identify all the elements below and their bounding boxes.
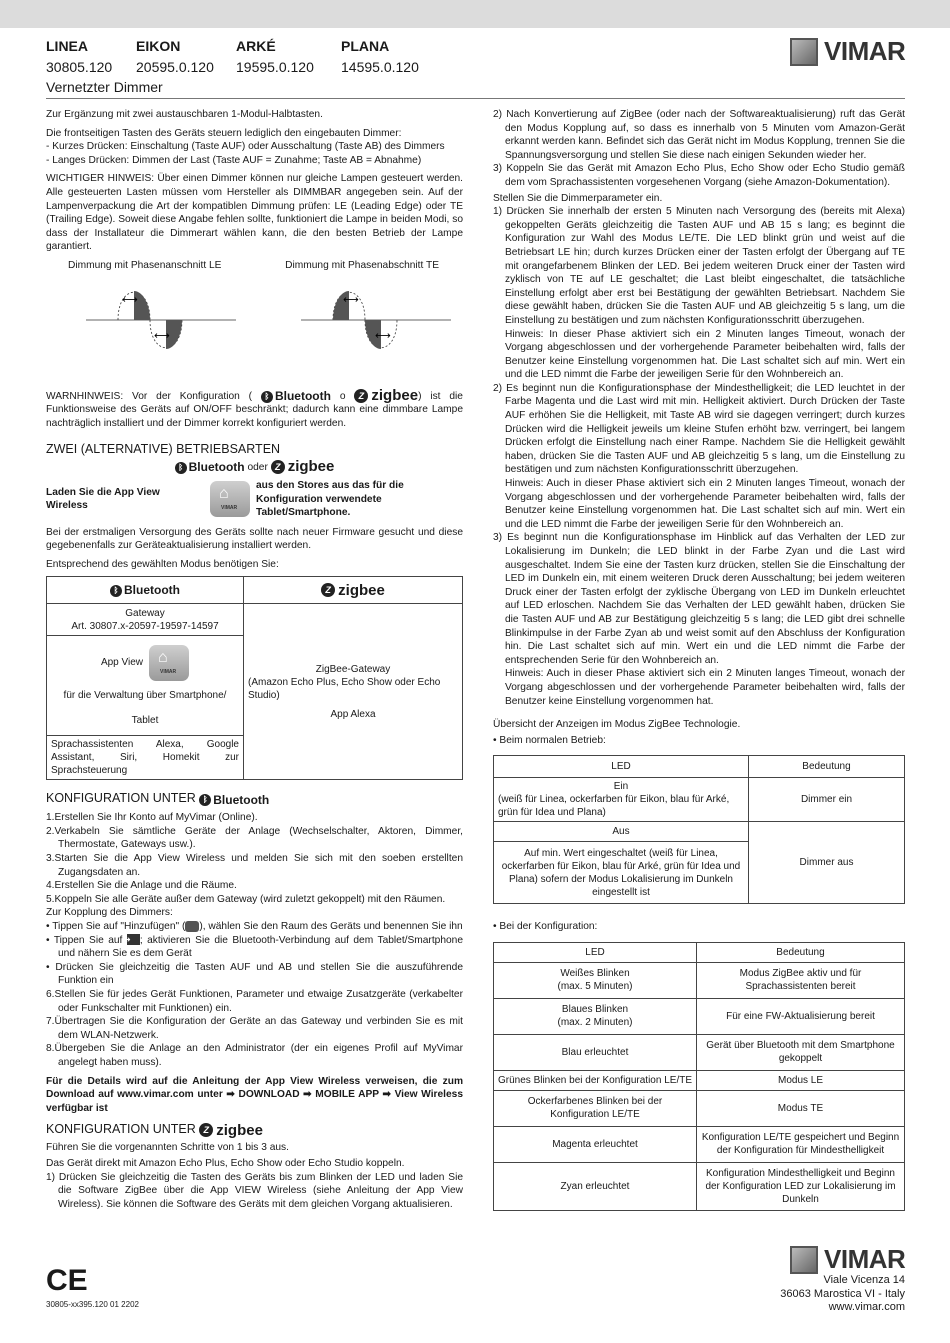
view-wireless-app-icon: ⌂ VIMAR bbox=[210, 481, 250, 517]
top-band bbox=[0, 0, 950, 28]
table-row: Auf min. Wert eingeschaltet (weiß für Linea, ockerfarben für Eikon, blau für Arké, grün für Idea und Plana) sofern der Modus Lokalisierung im Dunkeln eingestellt ist bbox=[494, 842, 905, 904]
diagram-le-label: Dimmung mit Phasenanschnitt LE bbox=[68, 259, 222, 271]
table-row: Blau erleuchtet Gerät über Bluetooth mit dem Smartphone gekoppelt bbox=[494, 1034, 905, 1070]
vimar-logo: VIMAR bbox=[790, 36, 905, 67]
app-download-note: Laden Sie die App View Wireless ⌂ VIMAR aus den Stores aus das für die Konfiguration verwendete Tablet/Smartphone. bbox=[46, 479, 404, 519]
param-step-3: 3) Es beginnt nun die Konfigurationsphase im Hinblick auf das Verhalten der LED zur Lokalisierung im Dunkeln; die LED blinkt in der Farbe Zyan und die Last wird ausgeschaltet. Indem Sie eine der Tasten kurz drücken, stellen Sie die Einschaltung der LED im Dunkeln ein, mit einem weiteren Druck deren Ausschaltung; bei jedem weiteren Druck einer der Tasten erfolgt der zyklische Übergang von LED im Dunkeln erleuchtet auf LED erloschen. Nachdem Sie das Verhalten der LED gewählt haben, drücken Sie die Tasten AUF und AB zur Bestätigung gleichzeitig 5 s lang; die LED gibt drei schnelle Blinkimpulse in der Farbe Zyan ab und weist somit auf den Abschluss der Konfiguration hin. Die Last schaltet sich auf min. Wert ein und die LED nimmt die Farbe der entsprechenden Serie für den Wohnbereich an. bbox=[493, 532, 905, 666]
pairing-intro: Zur Kopplung des Dimmers: bbox=[46, 907, 173, 919]
svg-text:⟷: ⟷ bbox=[343, 292, 359, 306]
list-item: 1.Erstellen Sie Ihr Konto auf MyVimar (Online). bbox=[46, 812, 258, 824]
indicator-overview-heading: Übersicht der Anzeigen im Modus ZigBee Technologie. bbox=[493, 719, 741, 731]
dimmer-params-heading: Stellen Sie die Dimmerparameter ein. bbox=[493, 192, 663, 204]
website-link[interactable]: www.vimar.com bbox=[828, 1301, 905, 1313]
right-column bbox=[493, 108, 905, 1211]
normal-operation-label: • Beim normalen Betrieb: bbox=[493, 734, 606, 746]
param-step-1: 1) Drücken Sie innerhalb der ersten 5 Minuten nach Versorgung des (bereits mit Alexa) gekoppelten Geräts gleichzeitig die Tasten AUF und AB 15 s lang; es beginnt die Konfiguration zur Wahl des Modus LE/TE. Die LED blinkt grün und weist auf die Betriebsart LE hin; durch kurzes Drücken einer der Tasten erfolgt der Übergang auf TE mit orangefarbenem Blinken der LED. Bei jedem weiteren Druck einer der Tasten wird zyklisch von TE auf LE geschaltet; die Last bleibt eingeschaltet, die tatsächliche Einstellung erfolgt aber erst bei Bestätigung der gewählten Betriebsart. Nachdem Sie diese gewählt haben, drücken Sie die Tasten AUF und AB gleichzeitig 5 s lang, um die Einstellung zu bestätigen und zum nächsten Konfigurationsschritt überzugehen. bbox=[493, 206, 905, 326]
model-linea: LINEA bbox=[46, 38, 88, 54]
table-row: Ein (weiß für Linea, ockerfarben für Eikon, blau für Arké, grün für Idea und Plana) Dimmer ein bbox=[494, 778, 905, 822]
view-wireless-app-icon: ⌂ VIMAR bbox=[149, 645, 189, 681]
ce-mark: CE bbox=[46, 1264, 88, 1297]
header bbox=[46, 36, 451, 95]
zigbee-icon: Z bbox=[271, 460, 285, 474]
model-arke: ARKÉ bbox=[236, 38, 276, 54]
zigbee-icon: Z bbox=[321, 583, 335, 597]
code-arke: 19595.0.120 bbox=[236, 59, 314, 75]
company-address: Viale Vicenza 14 36063 Marostica VI - Italy www.vimar.com bbox=[780, 1274, 905, 1313]
param-step-3-note: Hinweis: Auch in dieser Phase aktiviert sich ein 2 Minuten langes Timeout, wonach der Vorgang abgeschlossen und der vorhergehende Parameter beibehalten wird, falls der Benutzer keine Einstellung vorgenommen hat. bbox=[505, 668, 905, 707]
warning-note: WARNHINWEIS: Vor der Konfiguration ( ᛒ Bluetooth o Z zigbee ) ist die Funktionsweise des Geräts auf ON/OFF beschränkt; dadurch kann eine dimmbare Lampe nachträglich installiert und der Dimmer korrekt konfiguriert werden. bbox=[46, 386, 463, 429]
normal-led-table bbox=[493, 755, 905, 904]
code-eikon: 20595.0.120 bbox=[136, 59, 214, 75]
zigbee-step-3: 3) Koppeln Sie das Gerät mit Amazon Echo Plus, Echo Show oder Echo Studio gemäß dem vom Sprachassistenten vorgesehenen Vorgang (siehe Amazon-Dokumentation). bbox=[493, 163, 905, 188]
param-step-2: 2) Es beginnt nun die Konfigurationsphase der Mindesthelligkeit; die LED leuchtet in der Farbe Magenta und die Last wird mit min. Helligkeit aktiviert. Durch Drücken der Taste AUF erhöhen Sie die Helligkeit, mit Taste AB wird sie dagegen verringert; durch kurzes Drücken wird die Helligkeit jeweils um kleine Stufen erhöht bzw. verringert, bei langem Drücken erfolgt die Einstellung nach einer Rampe. Nachdem Sie die Helligkeit gewählt haben, drücken Sie die Tasten AUF und AB gleichzeitig 5 s lang, um die Einstellung zu bestätigen und zum nächsten Konfigurationsschritt überzugehen. bbox=[493, 382, 905, 476]
table-row: Aus Dimmer aus bbox=[494, 822, 905, 842]
table-row: Grünes Blinken bei der Konfiguration LE/TE Modus LE bbox=[494, 1070, 905, 1090]
vimar-logo-icon bbox=[790, 38, 818, 66]
svg-text:⟷: ⟷ bbox=[375, 328, 391, 342]
document-code: 30805-xx395.120 01 2202 bbox=[46, 1300, 139, 1309]
config-zigbee-heading: KONFIGURATION UNTER Z zigbee bbox=[46, 1121, 263, 1139]
diagram-te-label: Dimmung mit Phasenabschnitt TE bbox=[285, 259, 439, 271]
table-row: Ockerfarbenes Blinken bei der Konfiguration LE/TE Modus TE bbox=[494, 1090, 905, 1126]
code-linea: 30805.120 bbox=[46, 59, 113, 75]
list-item: 5.Koppeln Sie alle Geräte außer dem Gateway (wird zuletzt gekoppelt) mit den Räumen. bbox=[46, 893, 446, 905]
bluetooth-icon: ᛒ bbox=[110, 585, 122, 597]
bluetooth-icon: ᛒ bbox=[261, 391, 273, 403]
table-cell-voice-assistants: Sprachassistenten Alexa, Google Assistant, Siri, Homekit zur Sprachsteuerung bbox=[47, 736, 244, 780]
zigbee-step-2: 2) Nach Konvertierung auf ZigBee (oder nach der Softwareaktualisierung) ruft das Gerät den Modus Kopplung auf, so dass es innerhalb von 5 Minuten vom Amazon-Gerät erkannt werden kann. Befindet sich das Gerät nicht im Modus Kopplung, trennen Sie die Spannungsversorgung und stellen Sie diese nach einigen Sekunden wieder her. bbox=[493, 109, 905, 161]
model-eikon: EIKON bbox=[136, 38, 181, 54]
list-item: 7.Übertragen Sie die Konfiguration der Geräte an das Gateway und verbinden Sie es mit dem WLAN-Netzwerk. bbox=[46, 1016, 463, 1041]
dimming-diagrams bbox=[46, 273, 463, 383]
table-cell-app-view: App View ⌂ VIMAR für die Verwaltung über Smartphone/ Tablet bbox=[47, 636, 244, 736]
requirements-table bbox=[46, 576, 463, 780]
zigbee-steps-intro: Führen Sie die vorgenannten Schritte von 1 bis 3 aus. bbox=[46, 1142, 289, 1154]
bluetooth-steps bbox=[46, 811, 463, 1069]
table-row: Magenta erleuchtet Konfiguration LE/TE gespeichert und Beginn der Konfiguration für Mindesthelligkeit bbox=[494, 1126, 905, 1162]
model-plana: PLANA bbox=[341, 38, 390, 54]
table-header: Bedeutung bbox=[697, 942, 905, 962]
header-divider bbox=[46, 98, 905, 99]
details-note: Für die Details wird auf die Anleitung der App View Wireless verweisen, die zum Download auf www.vimar.com unter ➡ DOWNLOAD ➡ MOBILE APP ➡ View Wireless verfügbar ist bbox=[46, 1075, 463, 1114]
list-item: 3.Starten Sie die App View Wireless und melden Sie sich mit den soeben erstellten Zugangsdaten an. bbox=[46, 853, 463, 878]
configuration-label: • Bei der Konfiguration: bbox=[493, 921, 598, 933]
bluetooth-icon: ᛒ bbox=[175, 462, 187, 474]
table-header-zigbee: Z zigbee bbox=[244, 577, 463, 604]
zigbee-logo: Z zigbee bbox=[354, 389, 418, 403]
mode-requirements-intro: Entsprechend des gewählten Modus benötigen Sie: bbox=[46, 558, 279, 570]
table-row: Weißes Blinken (max. 5 Minuten) Modus ZigBee aktiv und für Sprachassistenten bereit bbox=[494, 962, 905, 998]
long-press-text: - Langes Drücken: Dimmen der Last (Taste AUF = Zunahme; Taste AB = Abnahme) bbox=[46, 154, 422, 166]
section-modes-heading: ZWEI (ALTERNATIVE) BETRIEBSARTEN bbox=[46, 441, 281, 456]
list-item: 6.Stellen Sie für jedes Gerät Funktionen, Parameter und etwaige Zusatzgeräte (verkabelter oder Funkschalter mit Funktionen) ein. bbox=[46, 988, 463, 1014]
table-header-bluetooth: ᛒ Bluetooth bbox=[47, 577, 244, 604]
code-plana: 14595.0.120 bbox=[341, 59, 419, 75]
left-column bbox=[46, 108, 463, 1211]
zigbee-step-1: 1) Drücken Sie gleichzeitig die Tasten des Geräts bis zum Blinken der LED und laden Sie die Software ZigBee über die App VIEW Wireless (siehe Anleitung der App View Wireless). Sie können die Software des Geräts mit dem gleichen Vorgang aktualisieren. bbox=[46, 1171, 463, 1210]
zigbee-icon: Z bbox=[354, 389, 368, 403]
te-diagram bbox=[301, 291, 451, 349]
table-header: LED bbox=[494, 942, 697, 962]
table-row: Zyan erleuchtet Konfiguration Mindesthelligkeit und Beginn der Konfiguration LED zur Lokalisierung im Dunkeln bbox=[494, 1162, 905, 1210]
footer-vimar-logo: VIMAR bbox=[790, 1244, 905, 1275]
le-diagram bbox=[86, 291, 236, 349]
buttons-text: Die frontseitigen Tasten des Geräts steuern lediglich den eingebauten Dimmer: bbox=[46, 127, 402, 139]
bluetooth-logo: ᛒ Bluetooth bbox=[261, 390, 331, 404]
zigbee-pairing-note: Das Gerät direkt mit Amazon Echo Plus, Echo Show oder Echo Studio koppeln. bbox=[46, 1157, 405, 1169]
page-title: Vernetzter Dimmer bbox=[46, 79, 163, 95]
list-item: 4.Erstellen Sie die Anlage und die Räume. bbox=[46, 880, 237, 892]
firmware-note: Bei der erstmaligen Versorgung des Geräts sollte nach neuer Firmware gesucht und diese gegebenenfalls zur Geräteaktualisierung installiert werden. bbox=[46, 526, 463, 552]
bluetooth-icon: ᛒ bbox=[199, 794, 211, 806]
table-header: Bedeutung bbox=[749, 756, 905, 778]
pairing-step-keys: • Drücken Sie gleichzeitig die Tasten AUF und AB und stellen Sie die auszuführende Funktion ein bbox=[46, 961, 463, 987]
table-cell-gateway: Gateway Art. 30807.x-20597-19597-14597 bbox=[47, 604, 244, 636]
pair-arrow-icon: ➜ bbox=[127, 934, 140, 945]
config-led-table bbox=[493, 942, 905, 1211]
svg-text:⟷: ⟷ bbox=[122, 292, 138, 306]
param-step-1-note: Hinweis: In dieser Phase aktiviert sich ein 2 Minuten langes Timeout, wonach der Vorgang abgeschlossen und der vorhergehende Parameter beibehalten wird, falls der Benutzer keine Einstellung vorgenommen hat. Die Last schaltet sich auf min. Wert ein und die LED nimmt die Farbe der jeweiligen Serie für den Wohnbereich an. bbox=[505, 328, 905, 381]
svg-text:⟷: ⟷ bbox=[154, 328, 170, 342]
short-press-text: - Kurzes Drücken: Einschaltung (Taste AUF) oder Ausschaltung (Taste AB) des Dimmers bbox=[46, 141, 445, 153]
table-header: LED bbox=[494, 756, 749, 778]
important-note: WICHTIGER HINWEIS: Über einen Dimmer können nur gleiche Lampen gesteuert werden. Alle gesteuerten Lasten müssen vom Hersteller als DIMMBAR angegeben sein. Auf der Lampenverpackung die Art der kompatiblen Dimmung prüfen: LE (Leading Edge) oder TE (Trailing Edge). Soweit diese Angabe fehlen sollte, funktioniert die Lampe in beiden Modi, so dass der Installateur die Dimmerart wählen kann, die den besten Betrieb der Lampe garantiert. bbox=[46, 173, 463, 253]
intro-text: Zur Ergänzung mit zwei austauschbaren 1-Modul-Halbtasten. bbox=[46, 109, 323, 120]
list-item: 8.Übergeben Sie die Anlage an den Administrator (der ein eigenes Profil auf MyVimar angelegt haben muss). bbox=[46, 1043, 463, 1068]
zigbee-icon: Z bbox=[199, 1123, 213, 1137]
list-item: 2.Verkabeln Sie sämtliche Geräte der Anlage (Wechselschalter, Aktoren, Dimmer, Thermostate, Gateways usw.). bbox=[46, 825, 463, 851]
modes-logos: ᛒ Bluetooth oder Z zigbee bbox=[46, 460, 463, 475]
pairing-step-add: • Tippen Sie auf "Hinzufügen" ( ), wählen Sie den Raum des Geräts und benennen Sie ihn bbox=[46, 921, 463, 933]
config-bluetooth-heading: KONFIGURATION UNTER ᛒ Bluetooth bbox=[46, 791, 270, 807]
param-step-2-note: Hinweis: Auch in dieser Phase aktiviert sich ein 2 Minuten langes Timeout, wonach der Vorgang abgeschlossen und der vorhergehende Parameter beibehalten wird, falls der Benutzer keine Einstellung vorgenommen hat. Die Last schaltet sich auf min. Wert ein und die LED nimmt die Farbe der jeweiligen Serie für den Wohnbereich an. bbox=[505, 478, 905, 530]
vimar-logo-icon bbox=[790, 1246, 818, 1274]
table-cell-zigbee-gateway: ZigBee-Gateway (Amazon Echo Plus, Echo Show oder Echo Studio) App Alexa bbox=[244, 604, 463, 780]
pairing-step-bluetooth: • Tippen Sie auf ➜ ; aktivieren Sie die Bluetooth-Verbindung auf dem Tablet/Smartphone und nähern Sie es dem Gerät bbox=[46, 934, 463, 960]
add-icon bbox=[185, 921, 199, 932]
table-row: Blaues Blinken (max. 2 Minuten) Für eine FW-Aktualisierung bereit bbox=[494, 998, 905, 1034]
